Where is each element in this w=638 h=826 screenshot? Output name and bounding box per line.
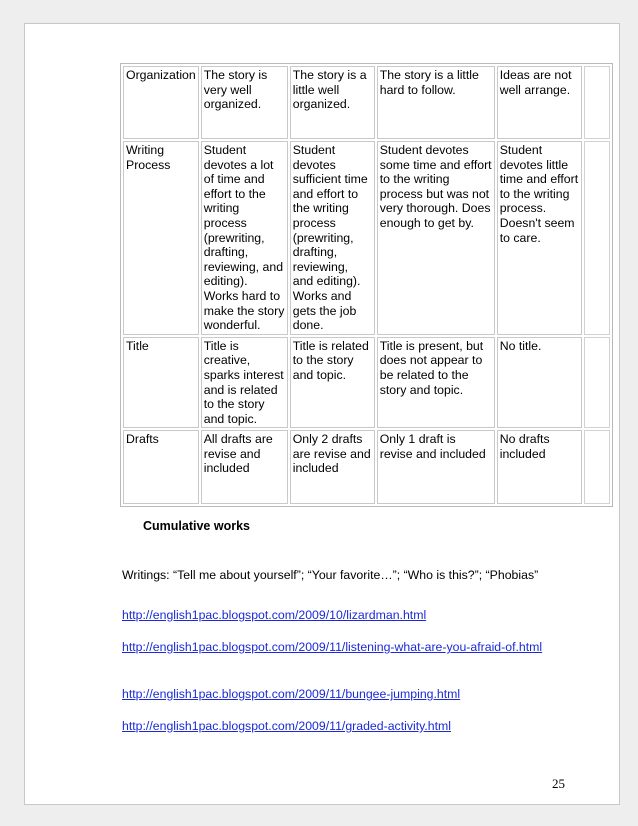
- table-row: [123, 337, 610, 429]
- rubric-cell: Student devotes some time and effort to the writing process but was not very thorough. Does enough to get by.: [377, 141, 495, 335]
- rubric-cell: No drafts included: [497, 430, 582, 504]
- section-title: Cumulative works: [143, 519, 250, 533]
- empty-cell: [584, 430, 610, 504]
- rubric-cell: The story is very well organized.: [201, 66, 288, 139]
- rubric-category: Organization: [123, 66, 199, 139]
- rubric-cell: The story is a little well organized.: [290, 66, 375, 139]
- listening-link[interactable]: http://english1pac.blogspot.com/2009/11/listening-what-are-you-afraid-of.html: [122, 640, 543, 654]
- rubric-cell: All drafts are revise and included: [201, 430, 288, 504]
- rubric-cell: Ideas are not well arrange.: [497, 66, 582, 139]
- table-row: [123, 141, 610, 335]
- graded-activity-link[interactable]: http://english1pac.blogspot.com/2009/11/graded-activity.html: [122, 719, 452, 733]
- rubric-category: Title: [123, 337, 199, 429]
- empty-cell: [584, 337, 610, 429]
- empty-cell: [584, 141, 610, 335]
- rubric-cell: Only 1 draft is revise and included: [377, 430, 495, 504]
- page-number: 25: [552, 776, 565, 791]
- table-row: [123, 66, 610, 139]
- rubric-cell: Student devotes a lot of time and effort to the writing process (prewriting, drafting, reviewing, and editing). Works hard to make the story wonderful.: [201, 141, 288, 335]
- bungee-jumping-link[interactable]: http://english1pac.blogspot.com/2009/11/bungee-jumping.html: [122, 687, 461, 701]
- rubric-cell: Title is creative, sparks interest and is related to the story and topic.: [201, 337, 288, 429]
- document-page: [24, 23, 620, 805]
- rubric-category: Writing Process: [123, 141, 199, 335]
- lizardman-link[interactable]: http://english1pac.blogspot.com/2009/10/lizardman.html: [122, 608, 427, 622]
- rubric-cell: The story is a little hard to follow.: [377, 66, 495, 139]
- rubric-cell: No title.: [497, 337, 582, 429]
- rubric-cell: Title is present, but does not appear to be related to the story and topic.: [377, 337, 495, 429]
- rubric-cell: Student devotes little time and effort to the writing process. Doesn't seem to care.: [497, 141, 582, 335]
- empty-cell: [584, 66, 610, 139]
- rubric-cell: Student devotes sufficient time and effort to the writing process (prewriting, drafting, reviewing, and editing). Works and gets the job done.: [290, 141, 375, 335]
- rubric-table: [120, 63, 613, 507]
- rubric-cell: Only 2 drafts are revise and included: [290, 430, 375, 504]
- table-row: [123, 430, 610, 504]
- rubric-category: Drafts: [123, 430, 199, 504]
- rubric-cell: Title is related to the story and topic.: [290, 337, 375, 429]
- writings-list: Writings: “Tell me about yourself”; “Your favorite…”; “Who is this?”; “Phobias”: [122, 568, 539, 582]
